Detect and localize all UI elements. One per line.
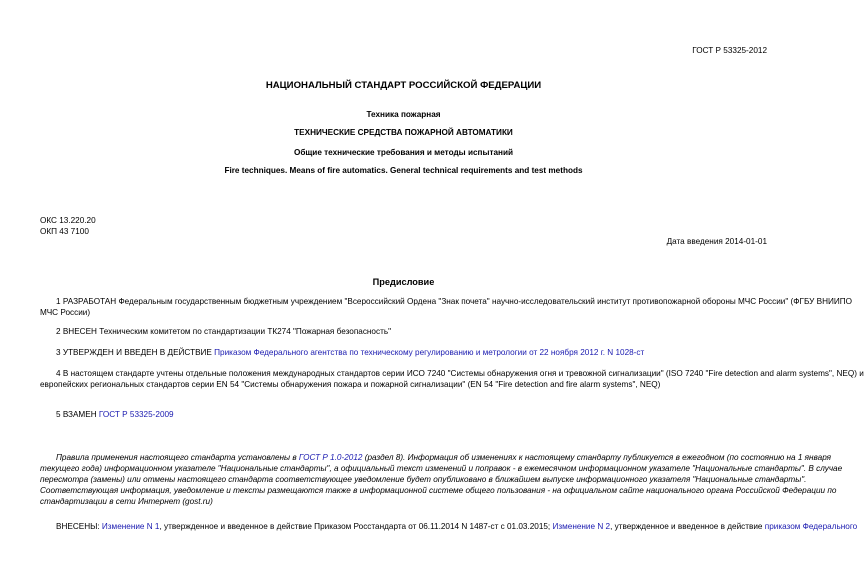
subject-title: Техника пожарная [366,110,441,119]
preface-item-3-text: 3 УТВЕРЖДЕН И ВВЕДЕН В ДЕЙСТВИЕ [56,348,215,357]
rules-line-5: стандартизации в сети Интернет (gost.ru) [40,497,213,506]
decree-link[interactable]: Приказом Федерального агентства по техническому регулированию и метрологии от 22 ноября 2012 г. N 1028-ст [214,348,645,357]
oks-code: ОКС 13.220.20 [40,216,96,225]
federal-order-link[interactable]: приказом Федерального [764,522,858,531]
introduction-date: Дата введения 2014-01-01 [666,237,767,246]
replaced-standard-link[interactable]: ГОСТ Р 53325-2009 [98,410,174,419]
preface-item-5 [56,410,174,419]
rules-line-1 [56,453,832,462]
preface-item-1-line2: МЧС России) [40,308,91,317]
rules-line-4: Соответствующая информация, уведомление и тексты размещаются также в информационной системе общего пользования - на официальном сайте национального органа Российской Федерации по [40,486,837,495]
amendment-1-link[interactable]: Изменение N 1 [101,522,160,531]
preface-item-1-line1: 1 РАЗРАБОТАН Федеральным государственным бюджетным учреждением "Всероссийский Ордена "Знак почета" научно-исследовательский институт противопожарной обороны МЧС России" (ФГБУ ВНИИПО [56,297,853,306]
amendment-1-text: , утвержденное и введенное в действие Приказом Росстандарта от 06.11.2014 N 1487-ст с 01.03.2015; [159,522,553,531]
gost-1-0-2012-link[interactable]: ГОСТ Р 1.0-2012 [298,453,363,462]
rules-line-3: пересмотра (замены) или отмены настоящего стандарта соответствующее уведомление будет опубликовано в ближайшем выпуске информационного указателя "Национальные стандарты". [40,475,807,484]
preface-item-4-line2: европейских региональных стандартов серии EN 54 "Системы обнаружения пожара и пожарной сигнализации" (EN 54 "Fire detection and fire alarm systems", NEQ) [40,380,661,389]
rules-line-1-text: Правила применения настоящего стандарта установлены в [56,453,299,462]
amendment-2-text: , утвержденное и введенное в действие [610,522,765,531]
preface-item-3 [56,348,644,357]
amendments-line [56,522,858,531]
preface-item-1 [56,297,853,306]
okp-code: ОКП 43 7100 [40,227,89,236]
document-code: ГОСТ Р 53325-2012 [692,46,767,55]
preface-item-2: 2 ВНЕСЕН Техническим комитетом по стандартизации ТК274 "Пожарная безопасность" [56,327,392,336]
preface-item-5-text: 5 ВЗАМЕН [56,410,99,419]
preface-heading: Предисловие [372,277,435,287]
rules-line-1-tail: (раздел 8). Информация об изменениях к настоящему стандарту публикуется в ежегодном (по состоянию на 1 января [362,453,832,462]
preface-item-4 [56,369,864,378]
rules-line-2: текущего года) информационном указателе "Национальные стандарты", а официальный текст изменений и поправок - в ежемесячном информационном указателе "Национальные стандарты". В случае [40,464,843,473]
document-name: ТЕХНИЧЕСКИЕ СРЕДСТВА ПОЖАРНОЙ АВТОМАТИКИ [294,128,513,137]
preface-item-4-line1: 4 В настоящем стандарте учтены отдельные положения международных стандартов серии ИСО 7240 "Системы обнаружения огня и тревожной сигнализации" (ISO 7240 "Fire detection and alarm systems", NEQ) и [56,369,864,378]
english-title: Fire techniques. Means of fire automatics. General technical requirements and test methods [224,166,583,175]
standard-title: НАЦИОНАЛЬНЫЙ СТАНДАРТ РОССИЙСКОЙ ФЕДЕРАЦИИ [265,80,542,91]
amendment-2-link[interactable]: Изменение N 2 [552,522,611,531]
amendments-prefix: ВНЕСЕНЫ: [56,522,102,531]
document-subtitle: Общие технические требования и методы испытаний [293,148,514,157]
